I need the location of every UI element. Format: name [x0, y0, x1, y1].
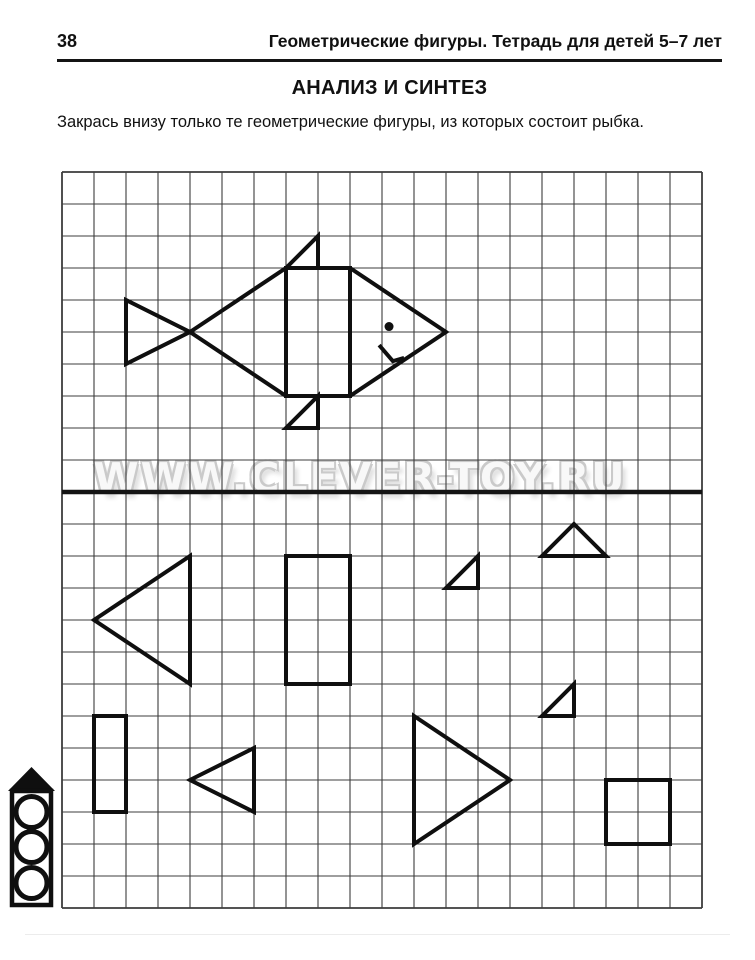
fish-top-fin	[286, 236, 318, 268]
fish-mouth	[379, 345, 404, 361]
option-right-triangle-small-b[interactable]	[542, 684, 574, 716]
watermark-text: WWW.CLEVER-TOY.RU	[93, 454, 627, 502]
footer-line	[25, 934, 730, 935]
fish-eye-dot	[385, 322, 394, 331]
logo-lamp-circle-middle	[16, 832, 47, 863]
task-instruction: Закрась внизу только те геометрические фигуры, из которых состоит рыбка.	[57, 113, 644, 131]
logo-roof-triangle-icon	[8, 767, 55, 791]
traffic-light-logo-icon	[4, 764, 62, 912]
header-title: Геометрические фигуры. Тетрадь для детей 5–7 лет	[268, 31, 722, 51]
page-number: 38	[57, 31, 78, 51]
option-rectangle-small[interactable]	[94, 716, 126, 812]
fish-bottom-fin	[286, 396, 318, 428]
grid-canvas	[61, 171, 703, 909]
section-title: АНАЛИЗ И СИНТЕЗ	[291, 77, 488, 99]
logo-lamp-circle-bottom	[16, 868, 47, 899]
option-right-triangle-small-a[interactable]	[446, 556, 478, 588]
logo-lamp-circle-top	[16, 797, 47, 828]
header-rule	[57, 59, 722, 62]
worksheet-grid-area	[61, 171, 703, 909]
